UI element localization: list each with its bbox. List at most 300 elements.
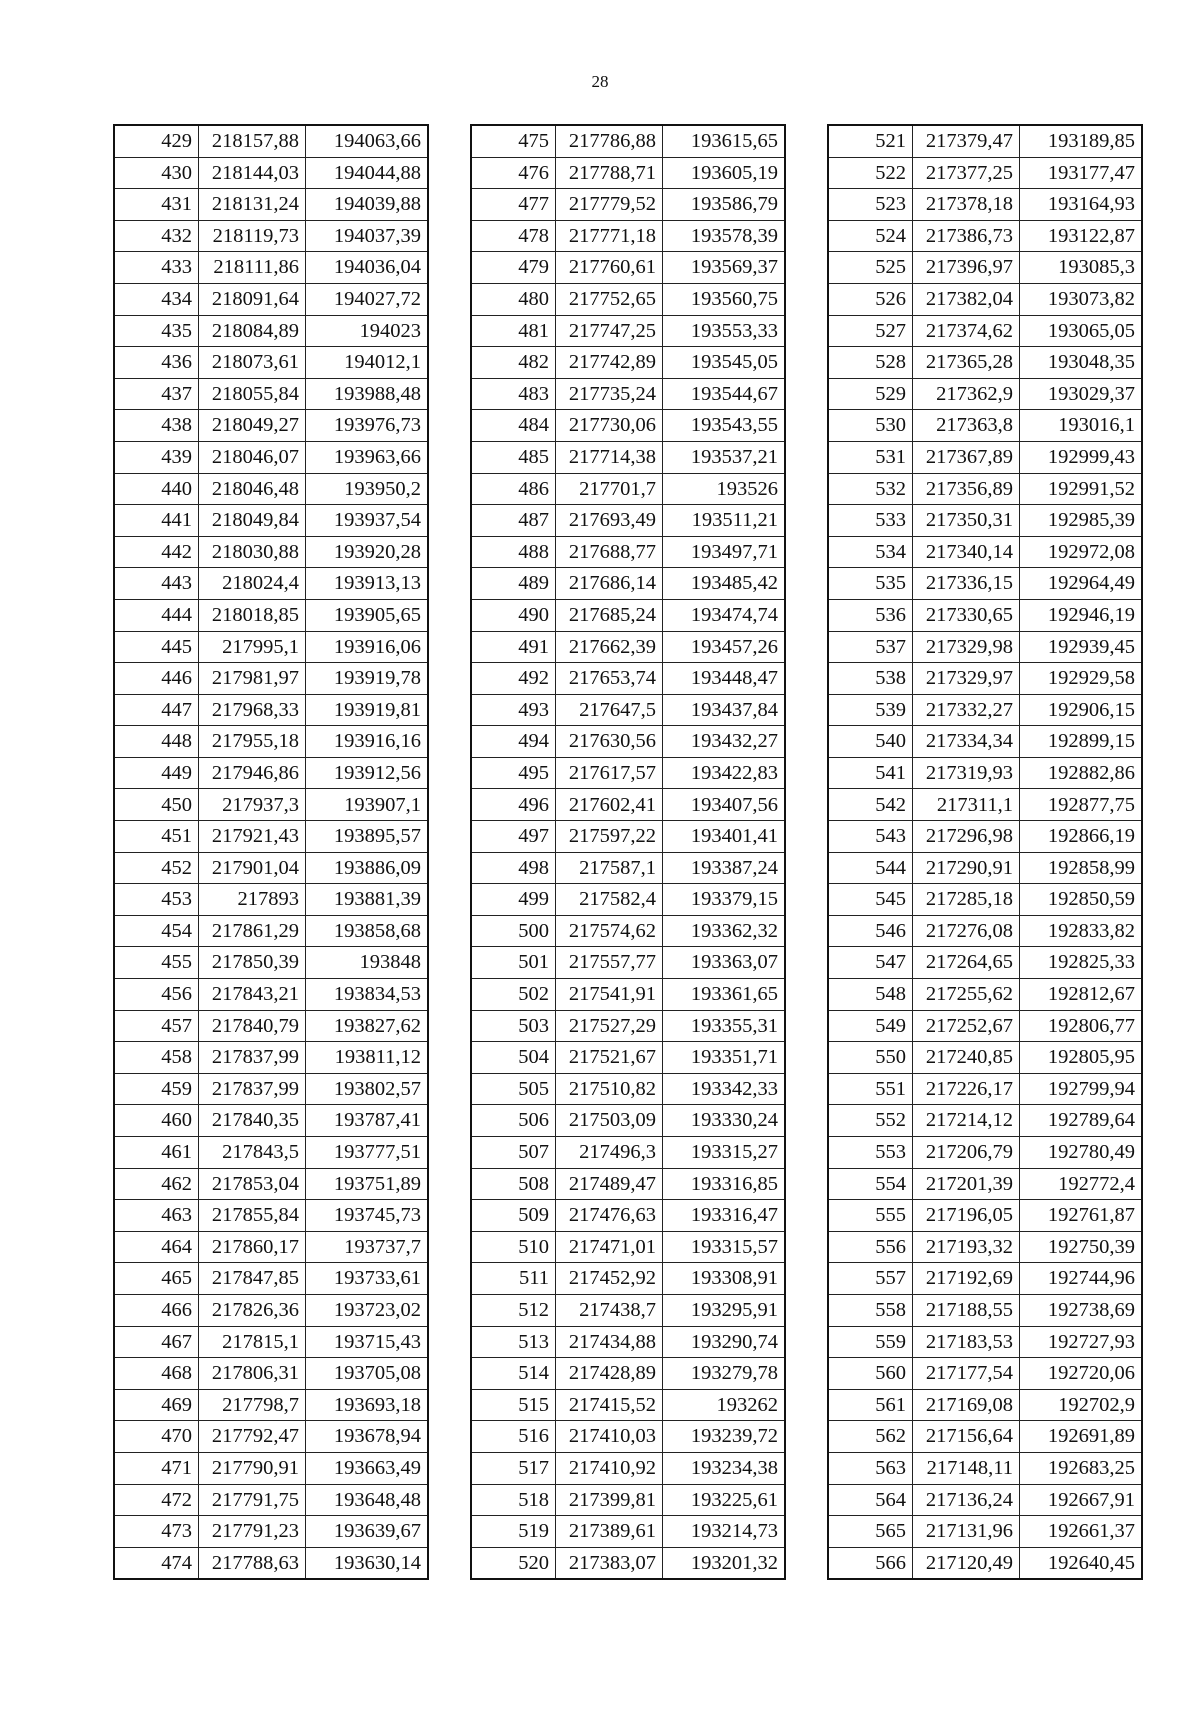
point-number-cell: 548 (828, 979, 913, 1011)
x-coordinate-cell: 217206,79 (913, 1137, 1020, 1169)
point-number-cell: 512 (471, 1294, 556, 1326)
x-coordinate-cell: 217860,17 (199, 1231, 306, 1263)
table-row (471, 568, 785, 600)
table-row (114, 1389, 428, 1421)
x-coordinate-cell: 217471,01 (556, 1231, 663, 1263)
point-number-cell: 442 (114, 536, 199, 568)
point-number-cell: 471 (114, 1452, 199, 1484)
table-row (114, 1231, 428, 1263)
point-number-cell: 544 (828, 852, 913, 884)
point-number-cell: 460 (114, 1105, 199, 1137)
point-number-cell: 517 (471, 1452, 556, 1484)
y-coordinate-cell: 194037,39 (306, 220, 429, 252)
x-coordinate-cell: 217786,88 (556, 125, 663, 157)
point-number-cell: 524 (828, 220, 913, 252)
point-number-cell: 489 (471, 568, 556, 600)
x-coordinate-cell: 217861,29 (199, 915, 306, 947)
table-row (114, 1263, 428, 1295)
y-coordinate-cell: 193308,91 (663, 1263, 786, 1295)
y-coordinate-cell: 194036,04 (306, 252, 429, 284)
y-coordinate-cell: 193827,62 (306, 1010, 429, 1042)
point-number-cell: 452 (114, 852, 199, 884)
point-number-cell: 515 (471, 1389, 556, 1421)
table-row (114, 757, 428, 789)
x-coordinate-cell: 218046,48 (199, 473, 306, 505)
table-row (471, 1547, 785, 1579)
point-number-cell: 542 (828, 789, 913, 821)
table-row (471, 252, 785, 284)
table-row (828, 789, 1142, 821)
table-row (114, 1105, 428, 1137)
point-number-cell: 538 (828, 663, 913, 695)
point-number-cell: 488 (471, 536, 556, 568)
table-row (114, 852, 428, 884)
x-coordinate-cell: 217597,22 (556, 821, 663, 853)
y-coordinate-cell: 193387,24 (663, 852, 786, 884)
point-number-cell: 458 (114, 1042, 199, 1074)
x-coordinate-cell: 217319,93 (913, 757, 1020, 789)
table-row (471, 347, 785, 379)
point-number-cell: 528 (828, 347, 913, 379)
x-coordinate-cell: 217362,9 (913, 378, 1020, 410)
table-row (114, 568, 428, 600)
y-coordinate-cell: 193678,94 (306, 1421, 429, 1453)
point-number-cell: 468 (114, 1358, 199, 1390)
y-coordinate-cell: 193407,56 (663, 789, 786, 821)
x-coordinate-cell: 217378,18 (913, 189, 1020, 221)
y-coordinate-cell: 193164,93 (1020, 189, 1143, 221)
point-number-cell: 501 (471, 947, 556, 979)
y-coordinate-cell: 193745,73 (306, 1200, 429, 1232)
point-number-cell: 483 (471, 378, 556, 410)
x-coordinate-cell: 217850,39 (199, 947, 306, 979)
x-coordinate-cell: 217489,47 (556, 1168, 663, 1200)
y-coordinate-cell: 193976,73 (306, 410, 429, 442)
x-coordinate-cell: 217382,04 (913, 283, 1020, 315)
x-coordinate-cell: 217527,29 (556, 1010, 663, 1042)
x-coordinate-cell: 217955,18 (199, 726, 306, 758)
point-number-cell: 563 (828, 1452, 913, 1484)
table-row (114, 631, 428, 663)
table-row (114, 157, 428, 189)
x-coordinate-cell: 217410,92 (556, 1452, 663, 1484)
y-coordinate-cell: 193363,07 (663, 947, 786, 979)
x-coordinate-cell: 217330,65 (913, 599, 1020, 631)
y-coordinate-cell: 193234,38 (663, 1452, 786, 1484)
table-row (114, 189, 428, 221)
x-coordinate-cell: 218157,88 (199, 125, 306, 157)
y-coordinate-cell: 192866,19 (1020, 821, 1143, 853)
y-coordinate-cell: 193315,27 (663, 1137, 786, 1169)
point-number-cell: 502 (471, 979, 556, 1011)
point-number-cell: 438 (114, 410, 199, 442)
x-coordinate-cell: 217837,99 (199, 1042, 306, 1074)
point-number-cell: 536 (828, 599, 913, 631)
table-row (471, 1421, 785, 1453)
x-coordinate-cell: 217843,21 (199, 979, 306, 1011)
x-coordinate-cell: 217503,09 (556, 1105, 663, 1137)
x-coordinate-cell: 218073,61 (199, 347, 306, 379)
x-coordinate-cell: 217350,31 (913, 505, 1020, 537)
x-coordinate-cell: 217389,61 (556, 1516, 663, 1548)
x-coordinate-cell: 217901,04 (199, 852, 306, 884)
point-number-cell: 549 (828, 1010, 913, 1042)
point-number-cell: 440 (114, 473, 199, 505)
point-number-cell: 529 (828, 378, 913, 410)
y-coordinate-cell: 193895,57 (306, 821, 429, 853)
table-row (828, 1389, 1142, 1421)
y-coordinate-cell: 192906,15 (1020, 694, 1143, 726)
table-row (114, 1547, 428, 1579)
x-coordinate-cell: 217214,12 (913, 1105, 1020, 1137)
x-coordinate-cell: 217747,25 (556, 315, 663, 347)
x-coordinate-cell: 217946,86 (199, 757, 306, 789)
x-coordinate-cell: 218131,24 (199, 189, 306, 221)
point-number-cell: 565 (828, 1516, 913, 1548)
table-row (471, 852, 785, 884)
y-coordinate-cell: 193361,65 (663, 979, 786, 1011)
point-number-cell: 482 (471, 347, 556, 379)
table-row (828, 347, 1142, 379)
table-row (471, 441, 785, 473)
x-coordinate-cell: 217396,97 (913, 252, 1020, 284)
y-coordinate-cell: 193811,12 (306, 1042, 429, 1074)
y-coordinate-cell: 192825,33 (1020, 947, 1143, 979)
x-coordinate-cell: 217541,91 (556, 979, 663, 1011)
table-row (471, 536, 785, 568)
point-number-cell: 474 (114, 1547, 199, 1579)
y-coordinate-cell: 193705,08 (306, 1358, 429, 1390)
point-number-cell: 518 (471, 1484, 556, 1516)
y-coordinate-cell: 193295,91 (663, 1294, 786, 1326)
x-coordinate-cell: 217296,98 (913, 821, 1020, 853)
x-coordinate-cell: 217196,05 (913, 1200, 1020, 1232)
x-coordinate-cell: 217791,75 (199, 1484, 306, 1516)
point-number-cell: 464 (114, 1231, 199, 1263)
point-number-cell: 487 (471, 505, 556, 537)
point-number-cell: 456 (114, 979, 199, 1011)
table-row (828, 1263, 1142, 1295)
x-coordinate-cell: 217693,49 (556, 505, 663, 537)
y-coordinate-cell: 193545,05 (663, 347, 786, 379)
point-number-cell: 437 (114, 378, 199, 410)
y-coordinate-cell: 193913,13 (306, 568, 429, 600)
y-coordinate-cell: 193029,37 (1020, 378, 1143, 410)
y-coordinate-cell: 193422,83 (663, 757, 786, 789)
x-coordinate-cell: 217379,47 (913, 125, 1020, 157)
point-number-cell: 546 (828, 915, 913, 947)
x-coordinate-cell: 217177,54 (913, 1358, 1020, 1390)
y-coordinate-cell: 193544,67 (663, 378, 786, 410)
y-coordinate-cell: 192702,9 (1020, 1389, 1143, 1421)
point-number-cell: 507 (471, 1137, 556, 1169)
y-coordinate-cell: 193355,31 (663, 1010, 786, 1042)
table-row (471, 1200, 785, 1232)
point-number-cell: 484 (471, 410, 556, 442)
table-row (114, 726, 428, 758)
y-coordinate-cell: 192946,19 (1020, 599, 1143, 631)
x-coordinate-cell: 217792,47 (199, 1421, 306, 1453)
point-number-cell: 470 (114, 1421, 199, 1453)
point-number-cell: 435 (114, 315, 199, 347)
point-number-cell: 531 (828, 441, 913, 473)
y-coordinate-cell: 193065,05 (1020, 315, 1143, 347)
x-coordinate-cell: 218046,07 (199, 441, 306, 473)
x-coordinate-cell: 217311,1 (913, 789, 1020, 821)
point-number-cell: 555 (828, 1200, 913, 1232)
x-coordinate-cell: 217255,62 (913, 979, 1020, 1011)
table-row (828, 473, 1142, 505)
coordinates-table-3 (827, 124, 1143, 1580)
y-coordinate-cell: 192877,75 (1020, 789, 1143, 821)
table-row (828, 1073, 1142, 1105)
table-row (114, 315, 428, 347)
y-coordinate-cell: 193787,41 (306, 1105, 429, 1137)
table-row (114, 1137, 428, 1169)
x-coordinate-cell: 217183,53 (913, 1326, 1020, 1358)
x-coordinate-cell: 217686,14 (556, 568, 663, 600)
y-coordinate-cell: 193881,39 (306, 884, 429, 916)
table-row (114, 1421, 428, 1453)
x-coordinate-cell: 217647,5 (556, 694, 663, 726)
table-row (828, 599, 1142, 631)
y-coordinate-cell: 194012,1 (306, 347, 429, 379)
y-coordinate-cell: 193919,78 (306, 663, 429, 695)
table-row (471, 726, 785, 758)
point-number-cell: 479 (471, 252, 556, 284)
x-coordinate-cell: 217434,88 (556, 1326, 663, 1358)
point-number-cell: 494 (471, 726, 556, 758)
point-number-cell: 519 (471, 1516, 556, 1548)
point-number-cell: 561 (828, 1389, 913, 1421)
table-row (471, 1358, 785, 1390)
table-row (828, 726, 1142, 758)
y-coordinate-cell: 193316,85 (663, 1168, 786, 1200)
table-row (828, 979, 1142, 1011)
table-row (114, 252, 428, 284)
table-row (828, 283, 1142, 315)
point-number-cell: 523 (828, 189, 913, 221)
x-coordinate-cell: 217192,69 (913, 1263, 1020, 1295)
y-coordinate-cell: 193362,32 (663, 915, 786, 947)
point-number-cell: 441 (114, 505, 199, 537)
table-row (828, 1042, 1142, 1074)
y-coordinate-cell: 192720,06 (1020, 1358, 1143, 1390)
table-row (114, 1168, 428, 1200)
y-coordinate-cell: 193048,35 (1020, 347, 1143, 379)
table-row (471, 410, 785, 442)
point-number-cell: 439 (114, 441, 199, 473)
y-coordinate-cell: 192929,58 (1020, 663, 1143, 695)
y-coordinate-cell: 193733,61 (306, 1263, 429, 1295)
x-coordinate-cell: 217276,08 (913, 915, 1020, 947)
y-coordinate-cell: 193916,16 (306, 726, 429, 758)
x-coordinate-cell: 217798,7 (199, 1389, 306, 1421)
x-coordinate-cell: 217685,24 (556, 599, 663, 631)
point-number-cell: 508 (471, 1168, 556, 1200)
point-number-cell: 560 (828, 1358, 913, 1390)
point-number-cell: 559 (828, 1326, 913, 1358)
table-row (114, 1294, 428, 1326)
y-coordinate-cell: 194027,72 (306, 283, 429, 315)
x-coordinate-cell: 218144,03 (199, 157, 306, 189)
table-row (471, 1105, 785, 1137)
point-number-cell: 455 (114, 947, 199, 979)
x-coordinate-cell: 217701,7 (556, 473, 663, 505)
table-row (828, 915, 1142, 947)
point-number-cell: 532 (828, 473, 913, 505)
point-number-cell: 485 (471, 441, 556, 473)
table-row (828, 852, 1142, 884)
y-coordinate-cell: 193262 (663, 1389, 786, 1421)
table-row (471, 915, 785, 947)
point-number-cell: 457 (114, 1010, 199, 1042)
y-coordinate-cell: 193937,54 (306, 505, 429, 537)
y-coordinate-cell: 193639,67 (306, 1516, 429, 1548)
x-coordinate-cell: 217332,27 (913, 694, 1020, 726)
point-number-cell: 556 (828, 1231, 913, 1263)
point-number-cell: 459 (114, 1073, 199, 1105)
x-coordinate-cell: 218024,4 (199, 568, 306, 600)
x-coordinate-cell: 217329,98 (913, 631, 1020, 663)
point-number-cell: 500 (471, 915, 556, 947)
page-number: 28 (591, 72, 609, 91)
table-row (471, 220, 785, 252)
x-coordinate-cell: 217336,15 (913, 568, 1020, 600)
point-number-cell: 462 (114, 1168, 199, 1200)
y-coordinate-cell: 192744,96 (1020, 1263, 1143, 1295)
point-number-cell: 543 (828, 821, 913, 853)
point-number-cell: 445 (114, 631, 199, 663)
table-row (114, 1516, 428, 1548)
y-coordinate-cell: 193543,55 (663, 410, 786, 442)
table-row (471, 505, 785, 537)
y-coordinate-cell: 192858,99 (1020, 852, 1143, 884)
table-row (471, 694, 785, 726)
table-row (471, 1452, 785, 1484)
y-coordinate-cell: 192780,49 (1020, 1137, 1143, 1169)
x-coordinate-cell: 217735,24 (556, 378, 663, 410)
table-row (471, 125, 785, 157)
x-coordinate-cell: 217365,28 (913, 347, 1020, 379)
table-row (471, 663, 785, 695)
point-number-cell: 545 (828, 884, 913, 916)
point-number-cell: 520 (471, 1547, 556, 1579)
x-coordinate-cell: 218049,84 (199, 505, 306, 537)
coordinates-table-1 (113, 124, 429, 1580)
point-number-cell: 551 (828, 1073, 913, 1105)
table-row (114, 821, 428, 853)
point-number-cell: 516 (471, 1421, 556, 1453)
point-number-cell: 448 (114, 726, 199, 758)
y-coordinate-cell: 193239,72 (663, 1421, 786, 1453)
table-row (114, 505, 428, 537)
x-coordinate-cell: 217981,97 (199, 663, 306, 695)
table-row (114, 1452, 428, 1484)
point-number-cell: 564 (828, 1484, 913, 1516)
point-number-cell: 554 (828, 1168, 913, 1200)
y-coordinate-cell: 193560,75 (663, 283, 786, 315)
x-coordinate-cell: 217415,52 (556, 1389, 663, 1421)
y-coordinate-cell: 193526 (663, 473, 786, 505)
x-coordinate-cell: 217156,64 (913, 1421, 1020, 1453)
y-coordinate-cell: 192805,95 (1020, 1042, 1143, 1074)
table-row (828, 410, 1142, 442)
point-number-cell: 522 (828, 157, 913, 189)
point-number-cell: 521 (828, 125, 913, 157)
y-coordinate-cell: 193537,21 (663, 441, 786, 473)
table-row (114, 694, 428, 726)
x-coordinate-cell: 217662,39 (556, 631, 663, 663)
y-coordinate-cell: 193330,24 (663, 1105, 786, 1137)
point-number-cell: 498 (471, 852, 556, 884)
y-coordinate-cell: 192727,93 (1020, 1326, 1143, 1358)
table-row (114, 947, 428, 979)
y-coordinate-cell: 192999,43 (1020, 441, 1143, 473)
x-coordinate-cell: 217201,39 (913, 1168, 1020, 1200)
table-row (828, 1547, 1142, 1579)
y-coordinate-cell: 193777,51 (306, 1137, 429, 1169)
y-coordinate-cell: 193988,48 (306, 378, 429, 410)
point-number-cell: 469 (114, 1389, 199, 1421)
point-number-cell: 541 (828, 757, 913, 789)
table-row (828, 757, 1142, 789)
x-coordinate-cell: 217496,3 (556, 1137, 663, 1169)
x-coordinate-cell: 217688,77 (556, 536, 663, 568)
point-number-cell: 430 (114, 157, 199, 189)
x-coordinate-cell: 217771,18 (556, 220, 663, 252)
table-row (471, 757, 785, 789)
table-row (114, 536, 428, 568)
y-coordinate-cell: 192667,91 (1020, 1484, 1143, 1516)
table-row (114, 220, 428, 252)
point-number-cell: 463 (114, 1200, 199, 1232)
y-coordinate-cell: 193919,81 (306, 694, 429, 726)
point-number-cell: 446 (114, 663, 199, 695)
point-number-cell: 493 (471, 694, 556, 726)
point-number-cell: 552 (828, 1105, 913, 1137)
y-coordinate-cell: 193201,32 (663, 1547, 786, 1579)
table-row (828, 378, 1142, 410)
table-row (114, 1358, 428, 1390)
x-coordinate-cell: 217791,23 (199, 1516, 306, 1548)
coordinates-table-2 (470, 124, 786, 1580)
table-row (471, 1326, 785, 1358)
table-row (828, 1516, 1142, 1548)
x-coordinate-cell: 217602,41 (556, 789, 663, 821)
point-number-cell: 525 (828, 252, 913, 284)
x-coordinate-cell: 217264,65 (913, 947, 1020, 979)
table-row (828, 315, 1142, 347)
table-row (471, 157, 785, 189)
point-number-cell: 429 (114, 125, 199, 157)
y-coordinate-cell: 192640,45 (1020, 1547, 1143, 1579)
table-row (114, 1326, 428, 1358)
y-coordinate-cell: 192991,52 (1020, 473, 1143, 505)
point-number-cell: 527 (828, 315, 913, 347)
table-row (471, 599, 785, 631)
point-number-cell: 557 (828, 1263, 913, 1295)
point-number-cell: 534 (828, 536, 913, 568)
point-number-cell: 533 (828, 505, 913, 537)
point-number-cell: 481 (471, 315, 556, 347)
table-row (828, 536, 1142, 568)
point-number-cell: 547 (828, 947, 913, 979)
table-row (471, 1516, 785, 1548)
y-coordinate-cell: 193214,73 (663, 1516, 786, 1548)
x-coordinate-cell: 217968,33 (199, 694, 306, 726)
point-number-cell: 476 (471, 157, 556, 189)
